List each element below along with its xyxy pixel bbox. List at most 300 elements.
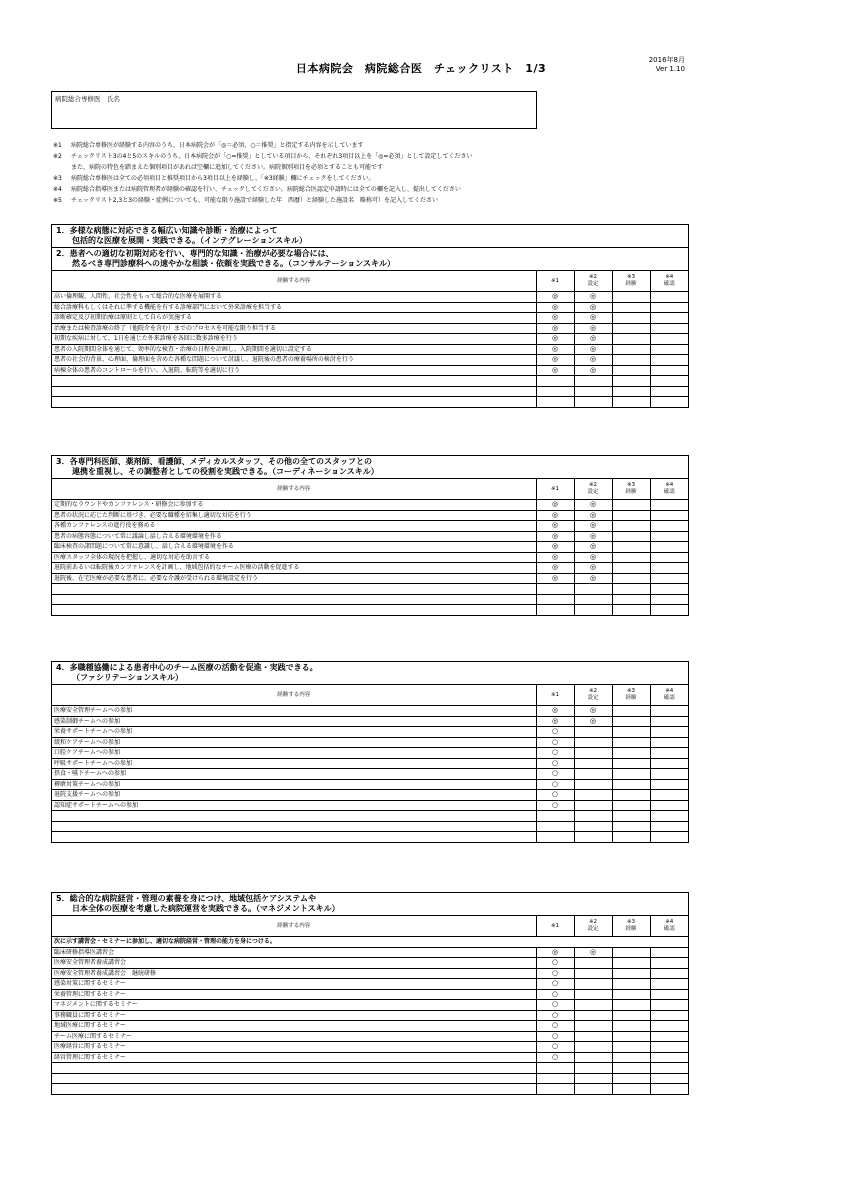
page-meta [649,56,685,74]
version-label: Ver 1.10 [655,65,685,73]
experience-check-cell[interactable] [612,1052,650,1063]
setting-mark-cell[interactable] [574,779,612,790]
col-header-setting: ※2 設定 [574,479,612,500]
col-header-experience: ※3 経験 [612,479,650,500]
confirm-check-cell[interactable] [650,302,688,313]
setting-mark-cell[interactable] [574,1084,612,1094]
setting-mark-cell[interactable] [574,800,612,811]
confirm-check-cell[interactable] [650,748,688,759]
confirm-check-cell[interactable] [650,1042,688,1053]
item-cell [52,811,536,822]
experience-check-cell[interactable] [612,510,650,521]
table-row [52,302,688,313]
note-mark: ※3 [53,175,62,182]
required-mark-cell: ○ [536,779,574,790]
required-mark-cell: ○ [536,1031,574,1042]
table-header-row [52,479,688,500]
required-mark-cell [536,1063,574,1074]
experience-check-cell[interactable] [612,500,650,511]
experience-check-cell[interactable] [612,748,650,759]
table-row [52,769,688,780]
table-row [52,386,688,397]
experience-check-cell[interactable] [612,313,650,324]
table-row [52,542,688,553]
confirm-check-cell[interactable] [650,1010,688,1021]
experience-check-cell[interactable] [612,1000,650,1011]
col-header-required: ※1 [536,685,574,706]
section-heading-line: 4．多職種協働による患者中心のチーム医療の活動を促進・実践できる。 [56,663,318,672]
required-mark-cell: ◎ [536,302,574,313]
setting-mark-cell[interactable]: ◎ [574,542,612,553]
item-cell [52,594,536,605]
intro-row [52,937,688,948]
item-cell: 患者の入院期間全体を通じて、効率的な検査・治療の日程を計画し、入院期間を適切に設定する [52,344,536,355]
setting-mark-cell[interactable] [574,1021,612,1032]
confirm-check-cell[interactable] [650,386,688,397]
table-row [52,727,688,738]
table-row [52,958,688,969]
confirm-check-cell[interactable] [650,947,688,958]
required-mark-cell: ○ [536,769,574,780]
required-mark-cell: ◎ [536,531,574,542]
experience-check-cell[interactable] [612,979,650,990]
experience-check-cell[interactable] [612,376,650,387]
experience-check-cell[interactable] [612,800,650,811]
table-row [52,758,688,769]
confirm-check-cell[interactable] [650,1000,688,1011]
experience-check-cell[interactable] [612,531,650,542]
col-header-confirm: ※4 確認 [650,916,688,937]
required-mark-cell: ○ [536,758,574,769]
date-label: 2016年8月 [648,56,685,64]
item-cell [52,397,536,407]
table-row [52,800,688,811]
section-facilitation [51,661,689,843]
experience-check-cell[interactable] [612,1010,650,1021]
item-cell: 感染制御チームへの参加 [52,716,536,727]
table-row [52,344,688,355]
setting-mark-cell[interactable]: ◎ [574,706,612,717]
table-row [52,748,688,759]
item-cell: 患者の社会的背景、心理面、倫理面を含めた各種な問題について討議し、退院後の患者の療養場所の検討を行う [52,355,536,366]
confirm-check-cell[interactable] [650,1021,688,1032]
confirm-check-cell[interactable] [650,397,688,407]
confirm-check-cell[interactable] [650,531,688,542]
experience-check-cell[interactable] [612,521,650,532]
experience-check-cell[interactable] [612,1042,650,1053]
item-cell: 患者の状況に応じた判断に基づき、必要な職種を招集し適切な対応を行う [52,510,536,521]
setting-mark-cell[interactable] [574,748,612,759]
required-mark-cell: ◎ [536,563,574,574]
setting-mark-cell[interactable] [574,1063,612,1074]
item-cell: 栄養管理に関するセミナー [52,989,536,1000]
checklist-table [52,271,688,407]
note-mark [53,162,71,173]
confirm-check-cell[interactable] [650,706,688,717]
setting-mark-cell[interactable]: ◎ [574,573,612,584]
page-title: 日本病院会 病院総合医 チェックリスト 1/3 [295,62,547,75]
table-row [52,989,688,1000]
experience-check-cell[interactable] [612,386,650,397]
section-management [51,892,689,1095]
confirm-check-cell[interactable] [650,790,688,801]
required-mark-cell [536,594,574,605]
confirm-check-cell[interactable] [650,1063,688,1074]
confirm-check-cell[interactable] [650,542,688,553]
trainee-name-label: 病院総合専修医 氏名 [55,95,120,103]
experience-check-cell[interactable] [612,334,650,345]
confirm-check-cell[interactable] [650,779,688,790]
setting-mark-cell[interactable]: ◎ [574,716,612,727]
experience-check-cell[interactable] [612,594,650,605]
section-heading-line: 5．総合的な病院経営・管理の素養を身につけ、地域包括ケアシステムや [56,894,316,903]
experience-check-cell[interactable] [612,584,650,595]
table-header-row [52,685,688,706]
col-header-required: ※1 [536,479,574,500]
confirm-check-cell[interactable] [650,510,688,521]
note-item [53,140,653,151]
col-header-item: 経験する内容 [52,479,536,500]
experience-check-cell[interactable] [612,1084,650,1094]
item-cell: 認知症サポートチームへの参加 [52,800,536,811]
required-mark-cell: ◎ [536,292,574,303]
confirm-check-cell[interactable] [650,563,688,574]
confirm-check-cell[interactable] [650,605,688,615]
table-header-row [52,271,688,292]
table-row [52,968,688,979]
confirm-check-cell[interactable] [650,958,688,969]
setting-mark-cell[interactable]: ◎ [574,344,612,355]
col-header-experience: ※3 経験 [612,271,650,292]
required-mark-cell [536,376,574,387]
trainee-name-field[interactable] [51,91,537,129]
table-row [52,811,688,822]
item-cell [52,584,536,595]
col-header-setting: ※2 設定 [574,685,612,706]
required-mark-cell: ○ [536,979,574,990]
confirm-check-cell[interactable] [650,365,688,376]
section-heading [52,456,688,479]
required-mark-cell: ○ [536,737,574,748]
confirm-check-cell[interactable] [650,313,688,324]
experience-check-cell[interactable] [612,1073,650,1084]
table-row [52,365,688,376]
experience-check-cell[interactable] [612,706,650,717]
confirm-check-cell[interactable] [650,292,688,303]
setting-mark-cell[interactable] [574,821,612,832]
item-cell: マネジメントに関するセミナー [52,1000,536,1011]
setting-mark-cell[interactable] [574,832,612,842]
experience-check-cell[interactable] [612,397,650,407]
item-cell: 医療経営に関するセミナー [52,1042,536,1053]
note-text: 病院総合指導医または病院管理者が経験の確認を行い、チェックしてください。病院総合医認定申請時には全ての欄を記入し、提出してください [71,186,461,193]
setting-mark-cell[interactable] [574,958,612,969]
item-cell: 摂食・嚥下チームへの参加 [52,769,536,780]
setting-mark-cell[interactable] [574,737,612,748]
section-heading-line: 1．多様な病態に対応できる幅広い知識や診断・治療によって [56,226,278,235]
confirm-check-cell[interactable] [650,979,688,990]
required-mark-cell: ◎ [536,947,574,958]
confirm-check-cell[interactable] [650,334,688,345]
setting-mark-cell[interactable]: ◎ [574,302,612,313]
table-row [52,584,688,595]
section-heading-line: 3．各専門科医師、薬剤師、看護師、メディカルスタッフ、その他の全てのスタッフとの [56,457,373,466]
setting-mark-cell[interactable] [574,727,612,738]
required-mark-cell [536,386,574,397]
item-cell: 病棟全体の患者のコントロールを行い、入退院、転院等を適切に行う [52,365,536,376]
table-row [52,563,688,574]
confirm-check-cell[interactable] [650,1052,688,1063]
required-mark-cell: ◎ [536,365,574,376]
required-mark-cell: ◎ [536,313,574,324]
setting-mark-cell[interactable] [574,1042,612,1053]
setting-mark-cell[interactable] [574,1073,612,1084]
confirm-check-cell[interactable] [650,737,688,748]
table-row [52,1010,688,1021]
item-cell: 臨床検査の諸問題について常に意識し、話し合える環境環境を作る [52,542,536,553]
item-cell: 高い倫理観、人間性、社会性をもって総合的な医療を展開する [52,292,536,303]
setting-mark-cell[interactable]: ◎ [574,355,612,366]
setting-mark-cell[interactable]: ◎ [574,313,612,324]
setting-mark-cell[interactable] [574,811,612,822]
confirm-check-cell[interactable] [650,758,688,769]
setting-mark-cell[interactable] [574,584,612,595]
setting-mark-cell[interactable] [574,1052,612,1063]
table-row [52,1052,688,1063]
required-mark-cell [536,832,574,842]
confirm-check-cell[interactable] [650,989,688,1000]
col-header-confirm: ※4 確認 [650,271,688,292]
confirm-check-cell[interactable] [650,376,688,387]
note-item [53,162,653,173]
confirm-check-cell[interactable] [650,584,688,595]
confirm-check-cell[interactable] [650,344,688,355]
setting-mark-cell[interactable]: ◎ [574,521,612,532]
experience-check-cell[interactable] [612,563,650,574]
experience-check-cell[interactable] [612,573,650,584]
confirm-check-cell[interactable] [650,355,688,366]
experience-check-cell[interactable] [612,769,650,780]
item-cell: 退院支援チームへの参加 [52,790,536,801]
item-cell: 治療または検査診療の終了（他院介を含む）までのプロセスを可能な限り担当する [52,323,536,334]
confirm-check-cell[interactable] [650,573,688,584]
confirm-check-cell[interactable] [650,727,688,738]
section-heading [52,662,688,685]
experience-check-cell[interactable] [612,989,650,1000]
confirm-check-cell[interactable] [650,769,688,780]
experience-check-cell[interactable] [612,811,650,822]
confirm-check-cell[interactable] [650,1073,688,1084]
required-mark-cell: ◎ [536,542,574,553]
setting-mark-cell[interactable] [574,1000,612,1011]
section-heading-line: （ファシリテーションスキル） [72,673,184,682]
setting-mark-cell[interactable] [574,1010,612,1021]
table-row [52,292,688,303]
required-mark-cell: ◎ [536,510,574,521]
required-mark-cell [536,397,574,407]
setting-mark-cell[interactable] [574,386,612,397]
table-row [52,323,688,334]
table-row [52,531,688,542]
setting-mark-cell[interactable] [574,1031,612,1042]
confirm-check-cell[interactable] [650,552,688,563]
experience-check-cell[interactable] [612,790,650,801]
item-cell: 事務職員に関するセミナー [52,1010,536,1021]
col-header-confirm: ※4 確認 [650,479,688,500]
setting-mark-cell[interactable] [574,397,612,407]
col-header-setting: ※2 設定 [574,916,612,937]
table-row [52,737,688,748]
required-mark-cell: ◎ [536,552,574,563]
setting-mark-cell[interactable] [574,605,612,615]
confirm-check-cell[interactable] [650,323,688,334]
experience-check-cell[interactable] [612,605,650,615]
item-cell: 経営管理に関するセミナー [52,1052,536,1063]
setting-mark-cell[interactable]: ◎ [574,334,612,345]
confirm-check-cell[interactable] [650,1031,688,1042]
required-mark-cell: ○ [536,790,574,801]
item-cell [52,821,536,832]
experience-check-cell[interactable] [612,542,650,553]
table-row [52,313,688,324]
experience-check-cell[interactable] [612,737,650,748]
table-row [52,947,688,958]
setting-mark-cell[interactable]: ◎ [574,292,612,303]
note-text: チェックリスト3の4と5のスキルのうち、日本病院会が「○=推奨」としている項目から、それぞれ3項目以上を「◎=必須」として設定してください [71,153,473,160]
section-heading [52,893,688,916]
item-cell: 口腔ケアチームへの参加 [52,748,536,759]
experience-check-cell[interactable] [612,832,650,842]
setting-mark-cell[interactable]: ◎ [574,500,612,511]
experience-check-cell[interactable] [612,958,650,969]
required-mark-cell: ○ [536,968,574,979]
notes-list [53,140,653,206]
table-row [52,832,688,842]
item-cell: 診断確定及び初期治療は原則として自らが実施する [52,313,536,324]
experience-check-cell[interactable] [612,1021,650,1032]
item-cell: 臨床研修指導医講習会 [52,947,536,958]
setting-mark-cell[interactable]: ◎ [574,365,612,376]
required-mark-cell: ◎ [536,500,574,511]
col-header-confirm: ※4 確認 [650,685,688,706]
table-row [52,552,688,563]
required-mark-cell: ○ [536,1021,574,1032]
confirm-check-cell[interactable] [650,800,688,811]
experience-check-cell[interactable] [612,758,650,769]
experience-check-cell[interactable] [612,1063,650,1074]
checklist-table [52,916,688,1094]
item-cell: チーム医療に関するセミナー [52,1031,536,1042]
col-header-setting: ※2 設定 [574,271,612,292]
item-cell: 各種カンファレンスの進行役を務める [52,521,536,532]
experience-check-cell[interactable] [612,323,650,334]
checklist-table [52,685,688,842]
note-mark: ※5 [53,197,62,204]
experience-check-cell[interactable] [612,552,650,563]
experience-check-cell[interactable] [612,779,650,790]
setting-mark-cell[interactable] [574,758,612,769]
confirm-check-cell[interactable] [650,716,688,727]
experience-check-cell[interactable] [612,947,650,958]
table-row [52,573,688,584]
note-text: チェックリスト2,3と3の経験・症例についても、可能な限り施設で経験した年 西暦）と経験した施設名 略称可）を記入してください [71,197,438,204]
table-row [52,397,688,407]
table-row [52,521,688,532]
table-row [52,790,688,801]
setting-mark-cell[interactable]: ◎ [574,323,612,334]
setting-mark-cell[interactable] [574,968,612,979]
required-mark-cell [536,584,574,595]
experience-check-cell[interactable] [612,344,650,355]
required-mark-cell: ◎ [536,706,574,717]
setting-mark-cell[interactable] [574,979,612,990]
confirm-check-cell[interactable] [650,1084,688,1094]
experience-check-cell[interactable] [612,727,650,738]
note-mark: ※1 [53,142,62,149]
confirm-check-cell[interactable] [650,500,688,511]
required-mark-cell [536,821,574,832]
item-cell: 医療安全管理チームへの参加 [52,706,536,717]
required-mark-cell: ○ [536,727,574,738]
required-mark-cell: ◎ [536,521,574,532]
setting-mark-cell[interactable]: ◎ [574,531,612,542]
note-item [53,173,653,184]
col-header-required: ※1 [536,271,574,292]
setting-mark-cell[interactable] [574,769,612,780]
section-heading [52,248,688,271]
item-cell: 緩和ケアチームへの参加 [52,737,536,748]
table-row [52,1084,688,1094]
confirm-check-cell[interactable] [650,811,688,822]
experience-check-cell[interactable] [612,292,650,303]
required-mark-cell: ○ [536,748,574,759]
experience-check-cell[interactable] [612,1031,650,1042]
experience-check-cell[interactable] [612,302,650,313]
setting-mark-cell[interactable] [574,989,612,1000]
setting-mark-cell[interactable]: ◎ [574,552,612,563]
setting-mark-cell[interactable]: ◎ [574,947,612,958]
section-heading-line: 2．患者への適切な初期対応を行い、専門的な知識・治療が必要な場合には、 [56,249,334,258]
item-cell: 医療安全管理者養成講習会 継続研修 [52,968,536,979]
experience-check-cell[interactable] [612,716,650,727]
required-mark-cell: ◎ [536,334,574,345]
note-item [53,151,653,162]
required-mark-cell: ○ [536,1052,574,1063]
experience-check-cell[interactable] [612,355,650,366]
required-mark-cell [536,811,574,822]
confirm-check-cell[interactable] [650,521,688,532]
item-cell [52,832,536,842]
confirm-check-cell[interactable] [650,968,688,979]
item-cell: 初期な疾病に対して、1日を通じた外来診療を各回に数多診療を行う [52,334,536,345]
item-cell: 退院後、在宅医療が必要な患者に、必要な介護が受けられる環境設定を行う [52,573,536,584]
experience-check-cell[interactable] [612,968,650,979]
setting-mark-cell[interactable]: ◎ [574,563,612,574]
confirm-check-cell[interactable] [650,832,688,842]
experience-check-cell[interactable] [612,821,650,832]
confirm-check-cell[interactable] [650,821,688,832]
required-mark-cell: ◎ [536,344,574,355]
setting-mark-cell[interactable] [574,790,612,801]
required-mark-cell: ○ [536,989,574,1000]
setting-mark-cell[interactable] [574,376,612,387]
confirm-check-cell[interactable] [650,594,688,605]
table-row [52,706,688,717]
col-header-required: ※1 [536,916,574,937]
setting-mark-cell[interactable]: ◎ [574,510,612,521]
setting-mark-cell[interactable] [574,594,612,605]
experience-check-cell[interactable] [612,365,650,376]
